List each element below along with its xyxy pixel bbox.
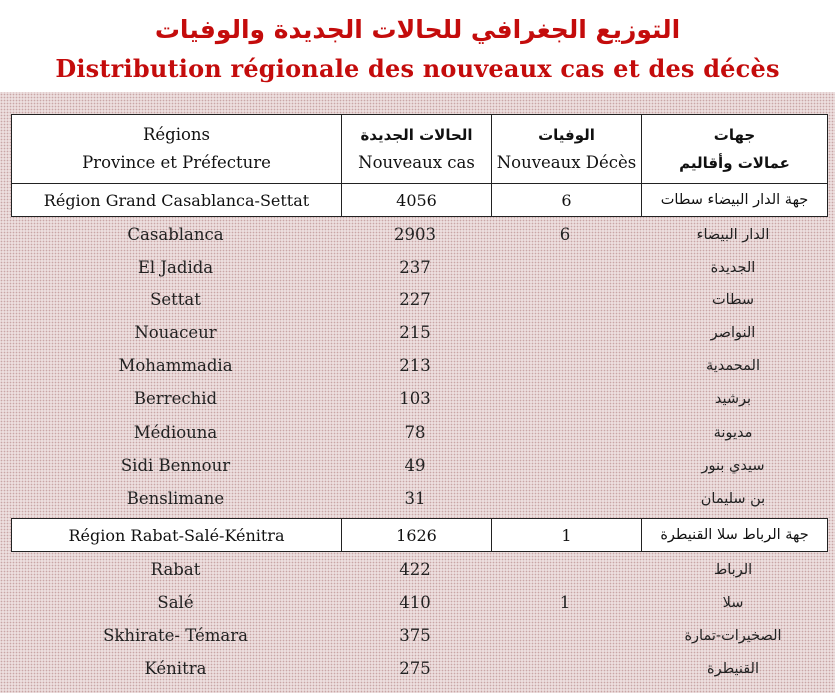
province-name: Casablanca <box>127 225 224 244</box>
table-row <box>11 218 826 251</box>
province-cases: 237 <box>399 258 431 277</box>
table-row <box>11 482 826 515</box>
header-regions-ar-line1: جهات <box>713 126 756 144</box>
province-name: Salé <box>157 593 194 612</box>
table-row <box>11 586 826 619</box>
table-row <box>11 349 826 382</box>
province-cases: 2903 <box>394 225 436 244</box>
province-deaths <box>490 482 640 515</box>
province-cases: 103 <box>399 389 431 408</box>
region-name-ar: جهة الدار البيضاء سطات <box>641 184 827 216</box>
header-deaths-ar: الوفيات <box>538 126 595 144</box>
table-row <box>11 416 826 449</box>
table-row <box>11 449 826 482</box>
region-row-casablanca-settat <box>11 183 828 217</box>
table-row <box>11 652 826 685</box>
province-cases: 78 <box>404 423 426 442</box>
province-name: Kénitra <box>144 659 207 678</box>
table-row <box>11 553 826 586</box>
province-deaths <box>490 283 640 316</box>
header-cases <box>341 115 491 183</box>
province-deaths: 6 <box>559 225 571 244</box>
table-row <box>11 251 826 284</box>
province-name-ar: الجديدة <box>710 259 756 276</box>
header-cases-fr: Nouveaux cas <box>358 153 475 172</box>
province-name: El Jadida <box>137 258 214 277</box>
province-deaths <box>490 416 640 449</box>
province-deaths <box>490 251 640 284</box>
header-regions-line1: Régions <box>142 125 211 144</box>
province-name-ar: بن سليمان <box>700 490 766 507</box>
province-name-ar: مديونة <box>713 424 753 441</box>
province-deaths <box>490 382 640 415</box>
province-cases: 49 <box>404 456 426 475</box>
region-name: Région Grand Casablanca-Settat <box>43 190 310 210</box>
region-row-rabat-sale-kenitra <box>11 518 828 552</box>
table-row <box>11 283 826 316</box>
region-deaths: 1 <box>491 519 641 551</box>
region-cases: 4056 <box>341 184 491 216</box>
region-cases: 1626 <box>341 519 491 551</box>
region-name: Région Rabat-Salé-Kénitra <box>68 525 285 545</box>
header-regions-line2: Province et Préfecture <box>82 153 271 172</box>
province-deaths <box>490 449 640 482</box>
province-cases: 275 <box>399 659 431 678</box>
province-name-ar: برشيد <box>714 390 752 407</box>
province-cases: 375 <box>399 626 431 645</box>
province-name-ar: سلا <box>722 594 744 611</box>
province-cases: 31 <box>404 489 426 508</box>
table-row <box>11 619 826 652</box>
region-name-ar: جهة الرباط سلا القنيطرة <box>641 519 827 551</box>
table-row <box>11 316 826 349</box>
province-cases: 213 <box>399 356 431 375</box>
province-deaths <box>490 652 640 685</box>
province-name: Benslimane <box>126 489 225 508</box>
province-name-ar: الصخيرات-تمارة <box>684 627 782 644</box>
province-name: Settat <box>150 290 201 309</box>
province-name-ar: النواصر <box>710 324 756 341</box>
province-deaths <box>490 349 640 382</box>
province-cases: 215 <box>399 323 431 342</box>
title-arabic: التوزيع الجغرافي للحالات الجديدة والوفيات <box>154 15 681 44</box>
province-name: Berrechid <box>133 389 218 408</box>
header-regions-ar <box>641 115 827 183</box>
header-deaths <box>491 115 641 183</box>
province-name-ar: الدار البيضاء <box>696 226 770 243</box>
province-deaths <box>490 553 640 586</box>
region-deaths: 6 <box>491 184 641 216</box>
province-cases: 422 <box>399 560 431 579</box>
province-name-ar: الرباط <box>713 561 753 578</box>
province-deaths <box>490 316 640 349</box>
province-deaths: 1 <box>559 593 571 612</box>
page-header <box>0 0 835 92</box>
province-name: Mohammadia <box>118 356 233 375</box>
header-regions <box>12 115 341 183</box>
province-name-ar: المحمدية <box>706 357 760 374</box>
province-name: Médiouna <box>133 423 218 442</box>
province-name-ar: سطات <box>711 291 755 308</box>
province-name: Nouaceur <box>134 323 217 342</box>
province-cases: 410 <box>399 593 431 612</box>
province-name: Sidi Bennour <box>120 456 231 475</box>
header-deaths-fr: Nouveaux Décès <box>496 153 637 172</box>
province-name: Rabat <box>150 560 201 579</box>
province-name-ar: سيدي بنور <box>701 457 765 474</box>
province-cases: 227 <box>399 290 431 309</box>
province-deaths <box>490 619 640 652</box>
header-regions-ar-line2: عمالات وأقاليم <box>679 154 790 172</box>
province-name-ar: القنيطرة <box>706 660 760 677</box>
table-row <box>11 382 826 415</box>
title-french: Distribution régionale des nouveaux cas et des décès <box>55 54 780 83</box>
table-header <box>11 114 828 184</box>
header-cases-ar: الحالات الجديدة <box>360 126 473 144</box>
province-name: Skhirate- Témara <box>103 626 248 645</box>
